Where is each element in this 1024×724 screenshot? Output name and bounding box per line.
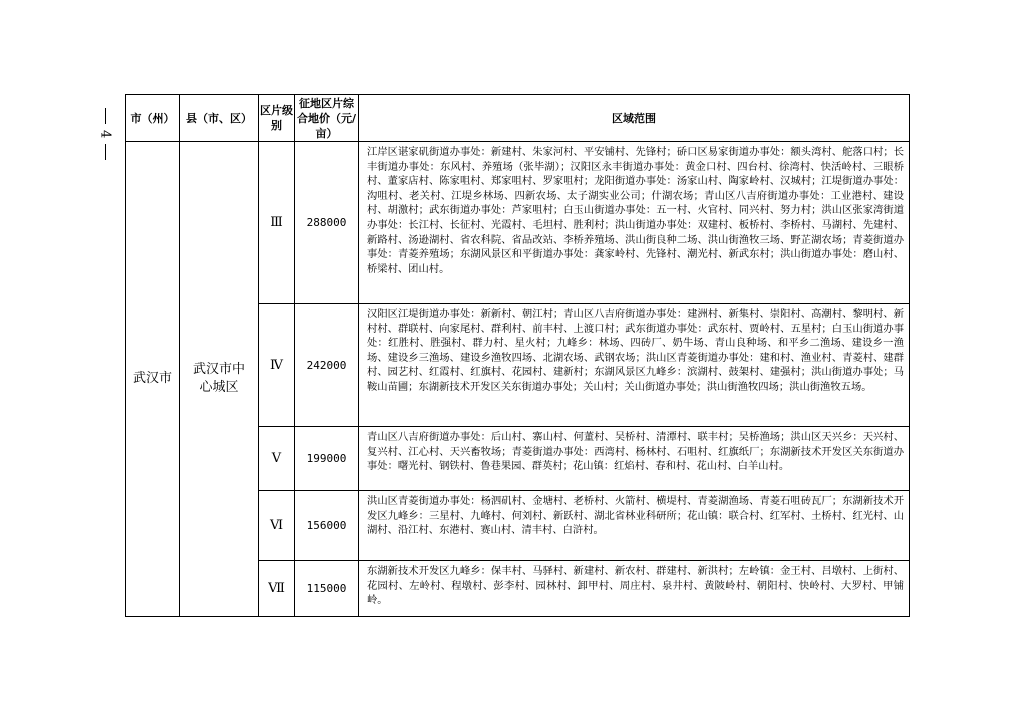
scope-cell: 汉阳区江堤街道办事处：新新村、朝江村；青山区八吉府街道办事处：建洲村、新集村、崇阳村、高潮村、黎明村、新村村、群联村、向家尾村、群利村、前丰村、上渡口村；武东街道办事处：武东村、贾岭村、五星村；白玉山街道办事处：红胜村、胜强村、群力村、星火村；九峰乡：林场、四砖厂、奶牛场、青山良种场、和平乡二渔场、建设乡一渔场、建设乡三渔场、建设乡渔牧四场、北湖农场、武钢农场；洪山区青菱街道办事处：建和村、渔业村、青菱村、建群村、园艺村、红霞村、红旗村、花园村、建新村；东湖风景区九峰乡：滨湖村、鼓架村、建强村；洪山街道办事处；马鞍山苗圃；东湖新技术开发区关东街道办事处；关山村；关山街道办事处；洪山街渔牧四场；洪山街渔牧五场。	[359, 304, 910, 427]
price-cell: 199000	[295, 427, 359, 491]
header-county: 县（市、区）	[180, 95, 259, 142]
page-number-dash-top	[105, 108, 106, 124]
header-city: 市（州）	[126, 95, 180, 142]
header-price: 征地区片综合地价（元/亩）	[295, 95, 359, 142]
level-cell: Ⅳ	[259, 304, 295, 427]
level-cell: Ⅶ	[259, 561, 295, 617]
page-number-value: 4	[97, 130, 113, 139]
page-number-dash-bottom	[105, 144, 106, 160]
scope-cell: 青山区八吉府街道办事处：后山村、寨山村、何董村、吴桥村、清潭村、联丰村；吴桥渔场；洪山区天兴乡：天兴村、复兴村、江心村、天兴畜牧场；青菱街道办事处：西湾村、杨林村、石咀村、红旗纸厂；东湖新技术开发区关东街道办事处：曙光村、钢铁村、鲁巷果园、群英村；花山镇：红焰村、春和村、花山村、白羊山村。	[359, 427, 910, 491]
table-row	[126, 142, 910, 304]
table-header-row	[126, 95, 910, 142]
level-cell: Ⅵ	[259, 491, 295, 561]
county-cell	[180, 142, 259, 617]
header-level: 区片级别	[259, 95, 295, 142]
scope-cell: 江岸区谌家矶街道办事处：新建村、朱家河村、平安铺村、先锋村；硚口区易家街道办事处：额头湾村、舵落口村；长丰街道办事处：东风村、养殖场（张毕湖）；汉阳区永丰街道办事处：黄金口村、四台村、徐湾村、快活岭村、三眼桥村、董家店村、陈家咀村、郑家咀村、罗家咀村；龙阳街道办事处：汤家山村、陶家岭村、汉城村；江堤街道办事处：沟咀村、老关村、江堤乡林场、四新农场、太子湖实业公司；什湖农场；青山区八吉府街道办事处：工业港村、建设村、胡激村；武东街道办事处：芦家咀村；白玉山街道办事处：五一村、火官村、同兴村、努力村；洪山区张家湾街道办事处：长江村、长征村、光霞村、毛坦村、胜利村；洪山街道办事处：双建村、板桥村、李桥村、马湖村、先建村、新路村、汤逊湖村、省农科院、省品改站、李桥养殖场、洪山街良种二场、洪山街渔牧三场、野芷湖农场；青菱街道办事处：青菱养殖场；东湖风景区和平街道办事处：龚家岭村、先锋村、潮光村、新武东村；洪山街道办事处：磨山村、桥梁村、团山村。	[359, 142, 910, 304]
price-cell: 242000	[295, 304, 359, 427]
page-number	[95, 108, 115, 188]
land-price-table	[125, 94, 910, 617]
price-cell: 115000	[295, 561, 359, 617]
city-cell: 武汉市	[126, 142, 180, 617]
level-cell: Ⅲ	[259, 142, 295, 304]
county-text: 武汉市中心城区	[193, 362, 246, 395]
scope-cell: 东湖新技术开发区九峰乡：保丰村、马驿村、新建村、新农村、群建村、新洪村；左岭镇：金王村、吕墩村、上街村、花园村、左岭村、程墩村、彭李村、园林村、卸甲村、周庄村、泉井村、黄陂岭村、朝阳村、快岭村、大罗村、甲铺岭。	[359, 561, 910, 617]
header-scope: 区域范围	[359, 95, 910, 142]
level-cell: Ⅴ	[259, 427, 295, 491]
scope-cell: 洪山区青菱街道办事处：杨泗矶村、金塘村、老桥村、火箭村、横堤村、青菱湖渔场、青菱石咀砖瓦厂；东湖新技术开发区九峰乡：三星村、九峰村、何刘村、新跃村、湖北省林业科研所；花山镇：联合村、红军村、土桥村、红光村、山湖村、沿江村、东港村、赛山村、清丰村、白浒村。	[359, 491, 910, 561]
price-cell: 288000	[295, 142, 359, 304]
price-cell: 156000	[295, 491, 359, 561]
